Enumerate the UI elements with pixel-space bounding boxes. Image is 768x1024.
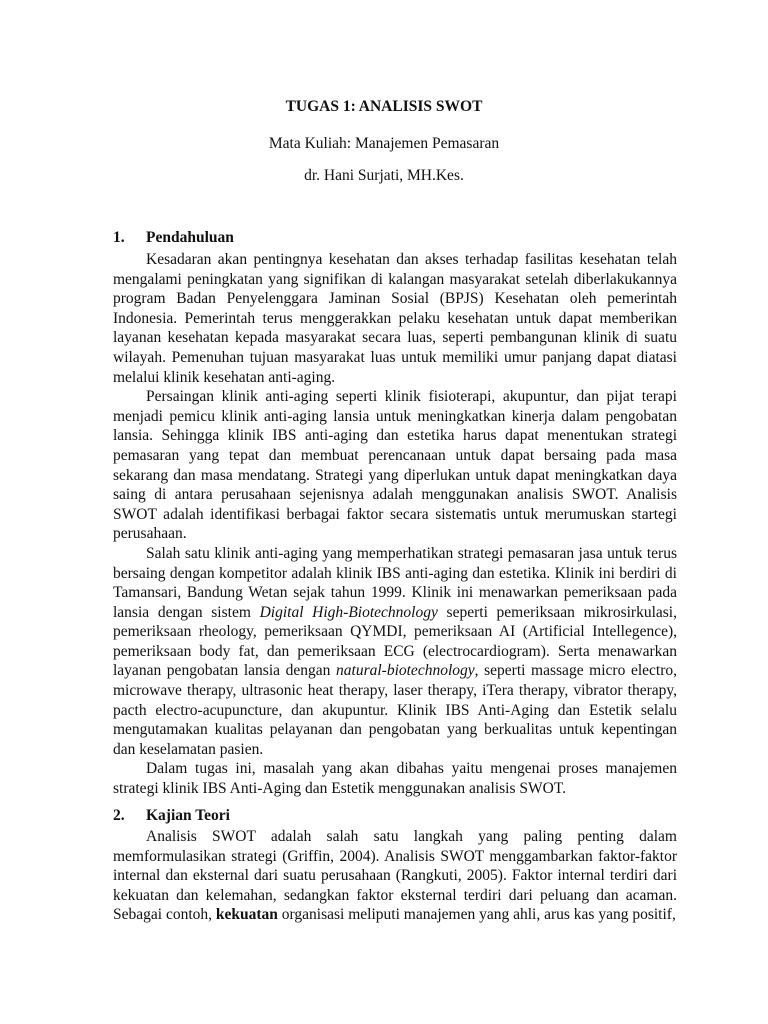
- section-2-title: Kajian Teori: [146, 807, 230, 824]
- paragraph-5-text-a: Analisis SWOT adalah salah satu langkah yang paling penting dalam memformulasikan strategi (Griffin, 2004). Analisis SWOT menggambarkan faktor-faktor internal dan eksternal dari suatu perusahaan (Rangkuti, 2005). Faktor internal terdiri dari kekuatan dan kelemahan, sedangkan faktor eksternal terdiri dari peluang dan acaman. Sebagai contoh,: [113, 828, 677, 924]
- section-2-number: 2.: [113, 807, 125, 824]
- paragraph-2: Persaingan klinik anti-aging seperti klinik fisioterapi, akupuntur, dan pijat terapi menjadi pemicu klinik anti-aging lansia untuk meningkatkan kinerja dalam pengobatan lansia. Sehingga klinik IBS anti-aging dan estetika harus dapat menentukan strategi pemasaran yang tepat dan membuat perencanaan untuk dapat bersaing pada masa sekarang dan masa mendatang. Strategi yang diperlukan untuk dapat meningkatkan daya saing di antara perusahaan sejenisnya adalah menggunakan analisis SWOT. Analisis SWOT adalah identifikasi berbagai faktor secara sistematis untuk merumuskan startegi perusahaan.: [113, 388, 677, 543]
- paragraph-3-text-a: Salah satu klinik anti-aging yang memperhatikan strategi pemasaran jasa untuk terus bersaing dengan kompetitor adalah klinik IBS anti-aging dan estetika. Klinik ini berdiri di Tamansari, Bandung Wetan sejak tahun 1999. Klinik ini menawarkan pemeriksaan pada lansia dengan sistem: [113, 544, 677, 621]
- paragraph-3-text-b: seperti pemeriksaan mikrosirkulasi, pemeriksaan rheology, pemeriksaan QYMDI, pemeriksaan AI (Artificial Intellegence), pemeriksaan body fat, dan pemeriksaan ECG (electrocardiogram). Serta menawarkan layanan pengobatan lansia dengan: [113, 603, 677, 680]
- section-1-title: Pendahuluan: [146, 229, 234, 246]
- paragraph-3-emphasis-2: natural-biotechnology: [336, 662, 475, 680]
- paragraph-5-text-b: organisasi meliputi manajemen yang ahli, arus kas yang positif,: [277, 906, 676, 924]
- lecturer-name: dr. Hani Surjati, MH.Kes.: [304, 167, 464, 184]
- section-1-heading: [113, 229, 234, 247]
- section-2-body: [113, 827, 677, 925]
- course-name: Mata Kuliah: Manajemen Pemasaran: [268, 135, 500, 152]
- paragraph-1: Kesadaran akan pentingnya kesehatan dan akses terhadap fasilitas kesehatan telah mengalami peningkatan yang signifikan di kalangan masyarakat setelah diberlakukannya program Badan Penyelenggara Jaminan Sosial (BPJS) Kesehatan oleh pemerintah Indonesia. Pemerintah terus menggerakkan pelaku kesehatan untuk dapat memberikan layanan kesehatan kepada masyarakat secara luas, seperti pembangunan klinik di suatu wilayah. Pemenuhan tujuan masyarakat luas untuk memiliki umur panjang dapat diatasi melalui klinik kesehatan anti-aging.: [113, 251, 677, 386]
- section-1-body: [113, 250, 677, 799]
- paragraph-3: [113, 544, 677, 760]
- paragraph-3-emphasis-1: Digital High-Biotechnology: [259, 603, 438, 621]
- document-title: TUGAS 1: ANALISIS SWOT: [285, 98, 483, 115]
- section-2-heading: [113, 807, 230, 825]
- paragraph-5: [113, 827, 677, 925]
- paragraph-3-text-c: , seperti massage micro electro, microwave therapy, ultrasonic heat therapy, laser therapy, iTera therapy, vibrator therapy, pacth electro-acupuncture, dan akupuntur. Klinik IBS Anti-Aging dan Estetik selalu mengutamakan kualitas pelayanan dan pengobatan yang berkualitas untuk kepentingan dan keselamatan pasien.: [113, 662, 677, 758]
- section-1-number: 1.: [113, 229, 125, 246]
- paragraph-5-bold: kekuatan: [215, 906, 278, 924]
- paragraph-4: Dalam tugas ini, masalah yang akan dibahas yaitu mengenai proses manajemen strategi klinik IBS Anti-Aging dan Estetik menggunakan analisis SWOT.: [113, 760, 677, 798]
